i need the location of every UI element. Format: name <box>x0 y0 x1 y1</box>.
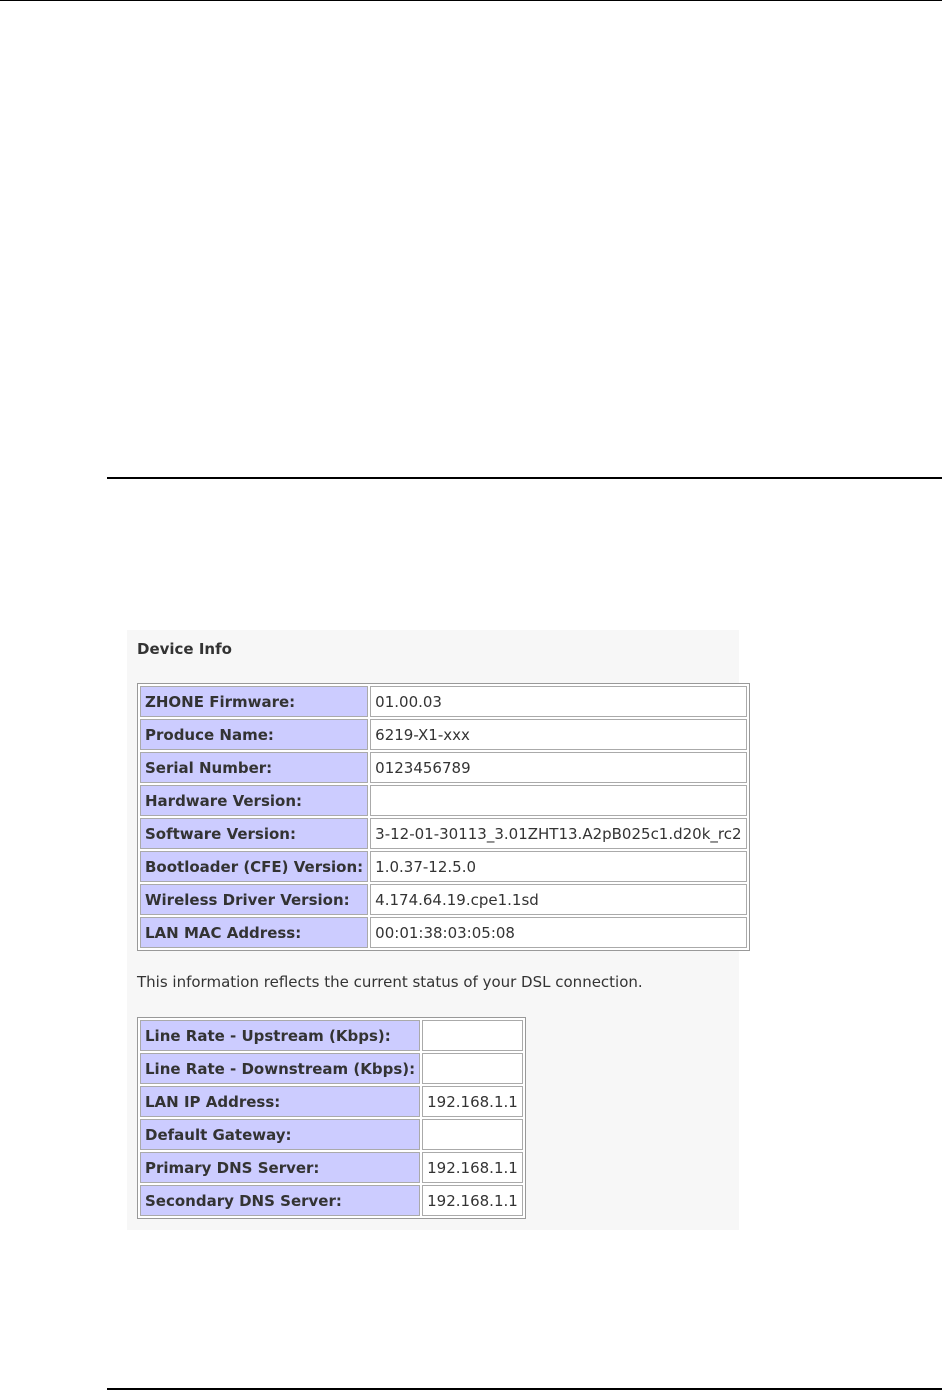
table-row <box>140 1020 523 1051</box>
table-row <box>140 1119 523 1150</box>
device-info-panel <box>127 630 742 1230</box>
table-row <box>140 752 747 783</box>
page-top-rule <box>0 0 942 1</box>
row-label: Bootloader (CFE) Version: <box>140 851 368 882</box>
table-row <box>140 719 747 750</box>
page-bottom-rule <box>107 1388 942 1390</box>
row-value <box>422 1020 523 1051</box>
row-label: Default Gateway: <box>140 1119 420 1150</box>
row-label: Line Rate - Upstream (Kbps): <box>140 1020 420 1051</box>
row-label: ZHONE Firmware: <box>140 686 368 717</box>
row-label: Software Version: <box>140 818 368 849</box>
row-value: 192.168.1.1 <box>422 1152 523 1183</box>
row-label: Serial Number: <box>140 752 368 783</box>
row-value <box>370 785 746 816</box>
row-value: 3-12-01-30113_3.01ZHT13.A2pB025c1.d20k_rc2 <box>370 818 746 849</box>
dsl-status-note: This information reflects the current status of your DSL connection. <box>137 973 643 991</box>
row-value: 0123456789 <box>370 752 746 783</box>
row-label: Primary DNS Server: <box>140 1152 420 1183</box>
row-label: Line Rate - Downstream (Kbps): <box>140 1053 420 1084</box>
row-value: 01.00.03 <box>370 686 746 717</box>
table-row <box>140 1053 523 1084</box>
table-row <box>140 851 747 882</box>
row-value <box>422 1053 523 1084</box>
table-row <box>140 785 747 816</box>
table-row <box>140 1152 523 1183</box>
row-label: Secondary DNS Server: <box>140 1185 420 1216</box>
row-value <box>422 1119 523 1150</box>
table-row <box>140 917 747 948</box>
table-row <box>140 818 747 849</box>
row-label: Produce Name: <box>140 719 368 750</box>
row-label: Wireless Driver Version: <box>140 884 368 915</box>
row-value: 4.174.64.19.cpe1.1sd <box>370 884 746 915</box>
page-title: Device Info <box>137 640 232 658</box>
row-label: Hardware Version: <box>140 785 368 816</box>
section-divider-rule <box>107 477 942 479</box>
row-value: 6219-X1-xxx <box>370 719 746 750</box>
row-label: LAN IP Address: <box>140 1086 420 1117</box>
table-row <box>140 686 747 717</box>
row-value: 192.168.1.1 <box>422 1086 523 1117</box>
row-label: LAN MAC Address: <box>140 917 368 948</box>
dsl-status-table <box>137 1017 526 1219</box>
row-value: 1.0.37-12.5.0 <box>370 851 746 882</box>
device-info-table <box>137 683 750 951</box>
table-row <box>140 1086 523 1117</box>
row-value: 00:01:38:03:05:08 <box>370 917 746 948</box>
table-row <box>140 884 747 915</box>
table-row <box>140 1185 523 1216</box>
row-value: 192.168.1.1 <box>422 1185 523 1216</box>
